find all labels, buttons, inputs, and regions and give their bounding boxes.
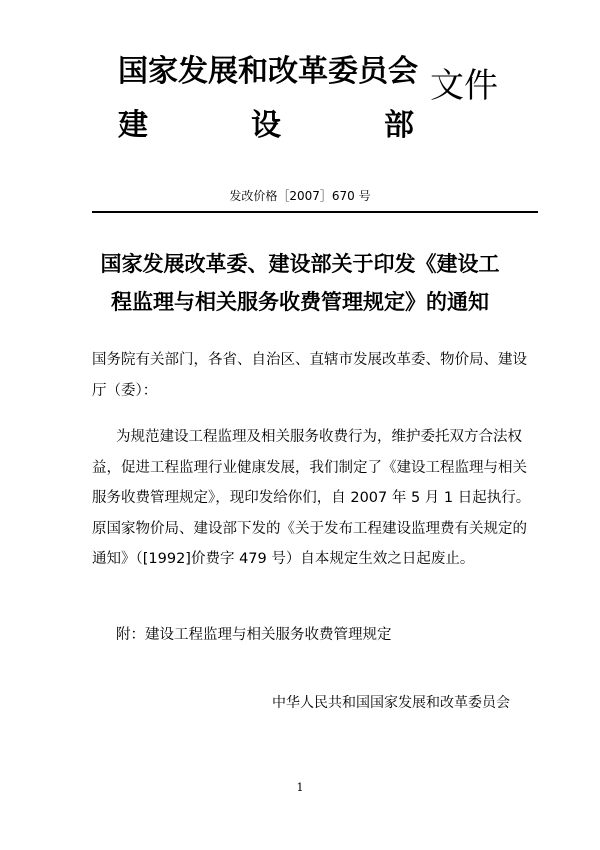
paragraph-line: 服务收费管理规定》，现印发给你们，自 2007 年 5 月 1 日起执行。 [92,490,531,506]
issuer-line-1: 国家发展和改革委员会 [118,54,418,89]
issuer-line-2 [118,100,414,144]
issuer-line-2-char: 设 [251,108,281,143]
addressee [92,345,532,406]
document-title [80,245,520,321]
paragraph-line: 通知》（[1992]价费字 479 号）自本规定生效之日起废止。 [92,551,475,567]
paragraph-line: 益，促进工程监理行业健康发展，我们制定了《建设工程监理与相关 [92,459,527,476]
document-type-label: 文件 [430,66,498,106]
page-number: 1 [296,781,304,794]
title-line: 国家发展改革委、建设部关于印发《建设工 [100,252,500,276]
addressee-line: 厅（委）： [92,382,158,399]
issuer-line-2-char: 部 [384,108,414,143]
title-line: 程监理与相关服务收费管理规定》的通知 [111,290,489,314]
header-divider [92,211,538,213]
signature: 中华人民共和国国家发展和改革委员会 [272,695,510,711]
addressee-line: 国务院有关部门，各省、自治区、直辖市发展改革委、物价局、建设 [92,352,527,368]
attachment-note: 附：建设工程监理与相关服务收费管理规定 [116,627,392,643]
document-number: 发改价格［2007］670 号 [229,189,371,203]
issuer-line-2-char: 建 [118,108,148,143]
paragraph-line: 原国家物价局、建设部下发的《关于发布工程建设监理费有关规定的 [92,520,527,537]
paragraph-line: 为规范建设工程监理及相关服务收费行为，维护委托双方合法权 [116,429,522,445]
body-paragraph [92,422,532,575]
